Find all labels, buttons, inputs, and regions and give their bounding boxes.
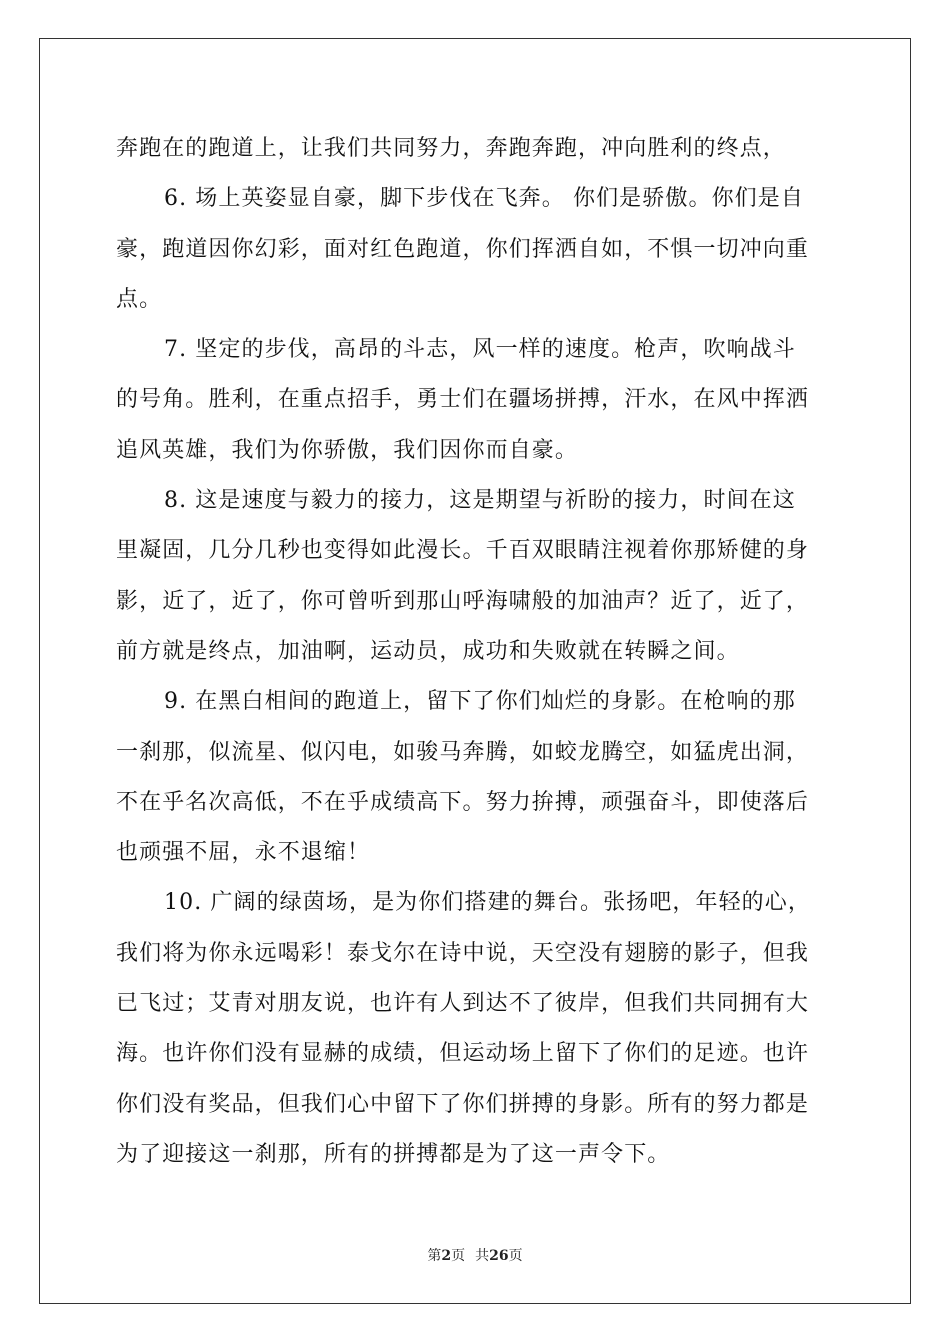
text-line: 你们没有奖品，但我们心中留下了你们拼搏的身影。所有的努力都是 <box>116 1091 810 1117</box>
text-line: 追风英雄，我们为你骄傲，我们因你而自豪。 <box>116 437 579 463</box>
text-line: 海。也许你们没有显赫的成绩，但运动场上留下了你们的足迹。也许 <box>116 1041 810 1067</box>
text-line: 8. 这是速度与毅力的接力，这是期望与祈盼的接力，时间在这 <box>164 488 796 514</box>
page-number-prefix: 第 <box>427 1248 442 1264</box>
current-page-number: 2 <box>441 1248 452 1264</box>
total-pages-number: 26 <box>489 1248 509 1264</box>
total-pages-suffix: 页 <box>508 1248 523 1264</box>
text-line: 一刹那，似流星、似闪电，如骏马奔腾，如蛟龙腾空，如猛虎出洞， <box>116 739 810 765</box>
page-number-suffix: 页 <box>451 1248 466 1264</box>
text-line: 7. 坚定的步伐，高昂的斗志，风一样的速度。枪声，吹响战斗 <box>164 337 796 363</box>
text-line: 不在乎名次高低，不在乎成绩高下。努力拚搏，顽强奋斗，即使落后 <box>116 789 810 815</box>
text-line: 10. 广阔的绿茵场，是为你们搭建的舞台。张扬吧，年轻的心， <box>164 890 811 916</box>
text-line: 9. 在黑白相间的跑道上，留下了你们灿烂的身影。在枪响的那 <box>164 689 796 715</box>
text-line: 奔跑在的跑道上，让我们共同努力，奔跑奔跑，冲向胜利的终点， <box>116 136 786 161</box>
total-pages-prefix: 共 <box>475 1248 490 1264</box>
text-line: 6. 场上英姿显自豪，脚下步伐在飞奔。 你们是骄傲。你们是自 <box>164 186 804 212</box>
text-line: 的号角。胜利，在重点招手，勇士们在疆场拼搏，汗水，在风中挥洒 <box>116 387 810 413</box>
text-line: 我们将为你永远喝彩！泰戈尔在诗中说，天空没有翅膀的影子，但我 <box>116 940 810 966</box>
text-line: 豪，跑道因你幻彩，面对红色跑道，你们挥洒自如，不惧一切冲向重 <box>116 236 810 262</box>
text-line: 影，近了，近了，你可曾听到那山呼海啸般的加油声？近了，近了， <box>116 588 810 614</box>
page-footer <box>0 1247 950 1265</box>
text-line: 点。 <box>116 286 163 312</box>
text-line: 前方就是终点，加油啊，运动员，成功和失败就在转瞬之间。 <box>116 638 740 664</box>
text-line: 也顽强不屈，永不退缩！ <box>116 840 371 866</box>
text-line: 已飞过；艾青对朋友说，也许有人到达不了彼岸，但我们共同拥有大 <box>116 991 810 1017</box>
document-body <box>116 124 836 1180</box>
text-line: 里凝固，几分几秒也变得如此漫长。千百双眼睛注视着你那矫健的身 <box>116 538 810 564</box>
text-line: 为了迎接这一刹那，所有的拼搏都是为了这一声令下。 <box>116 1141 671 1167</box>
